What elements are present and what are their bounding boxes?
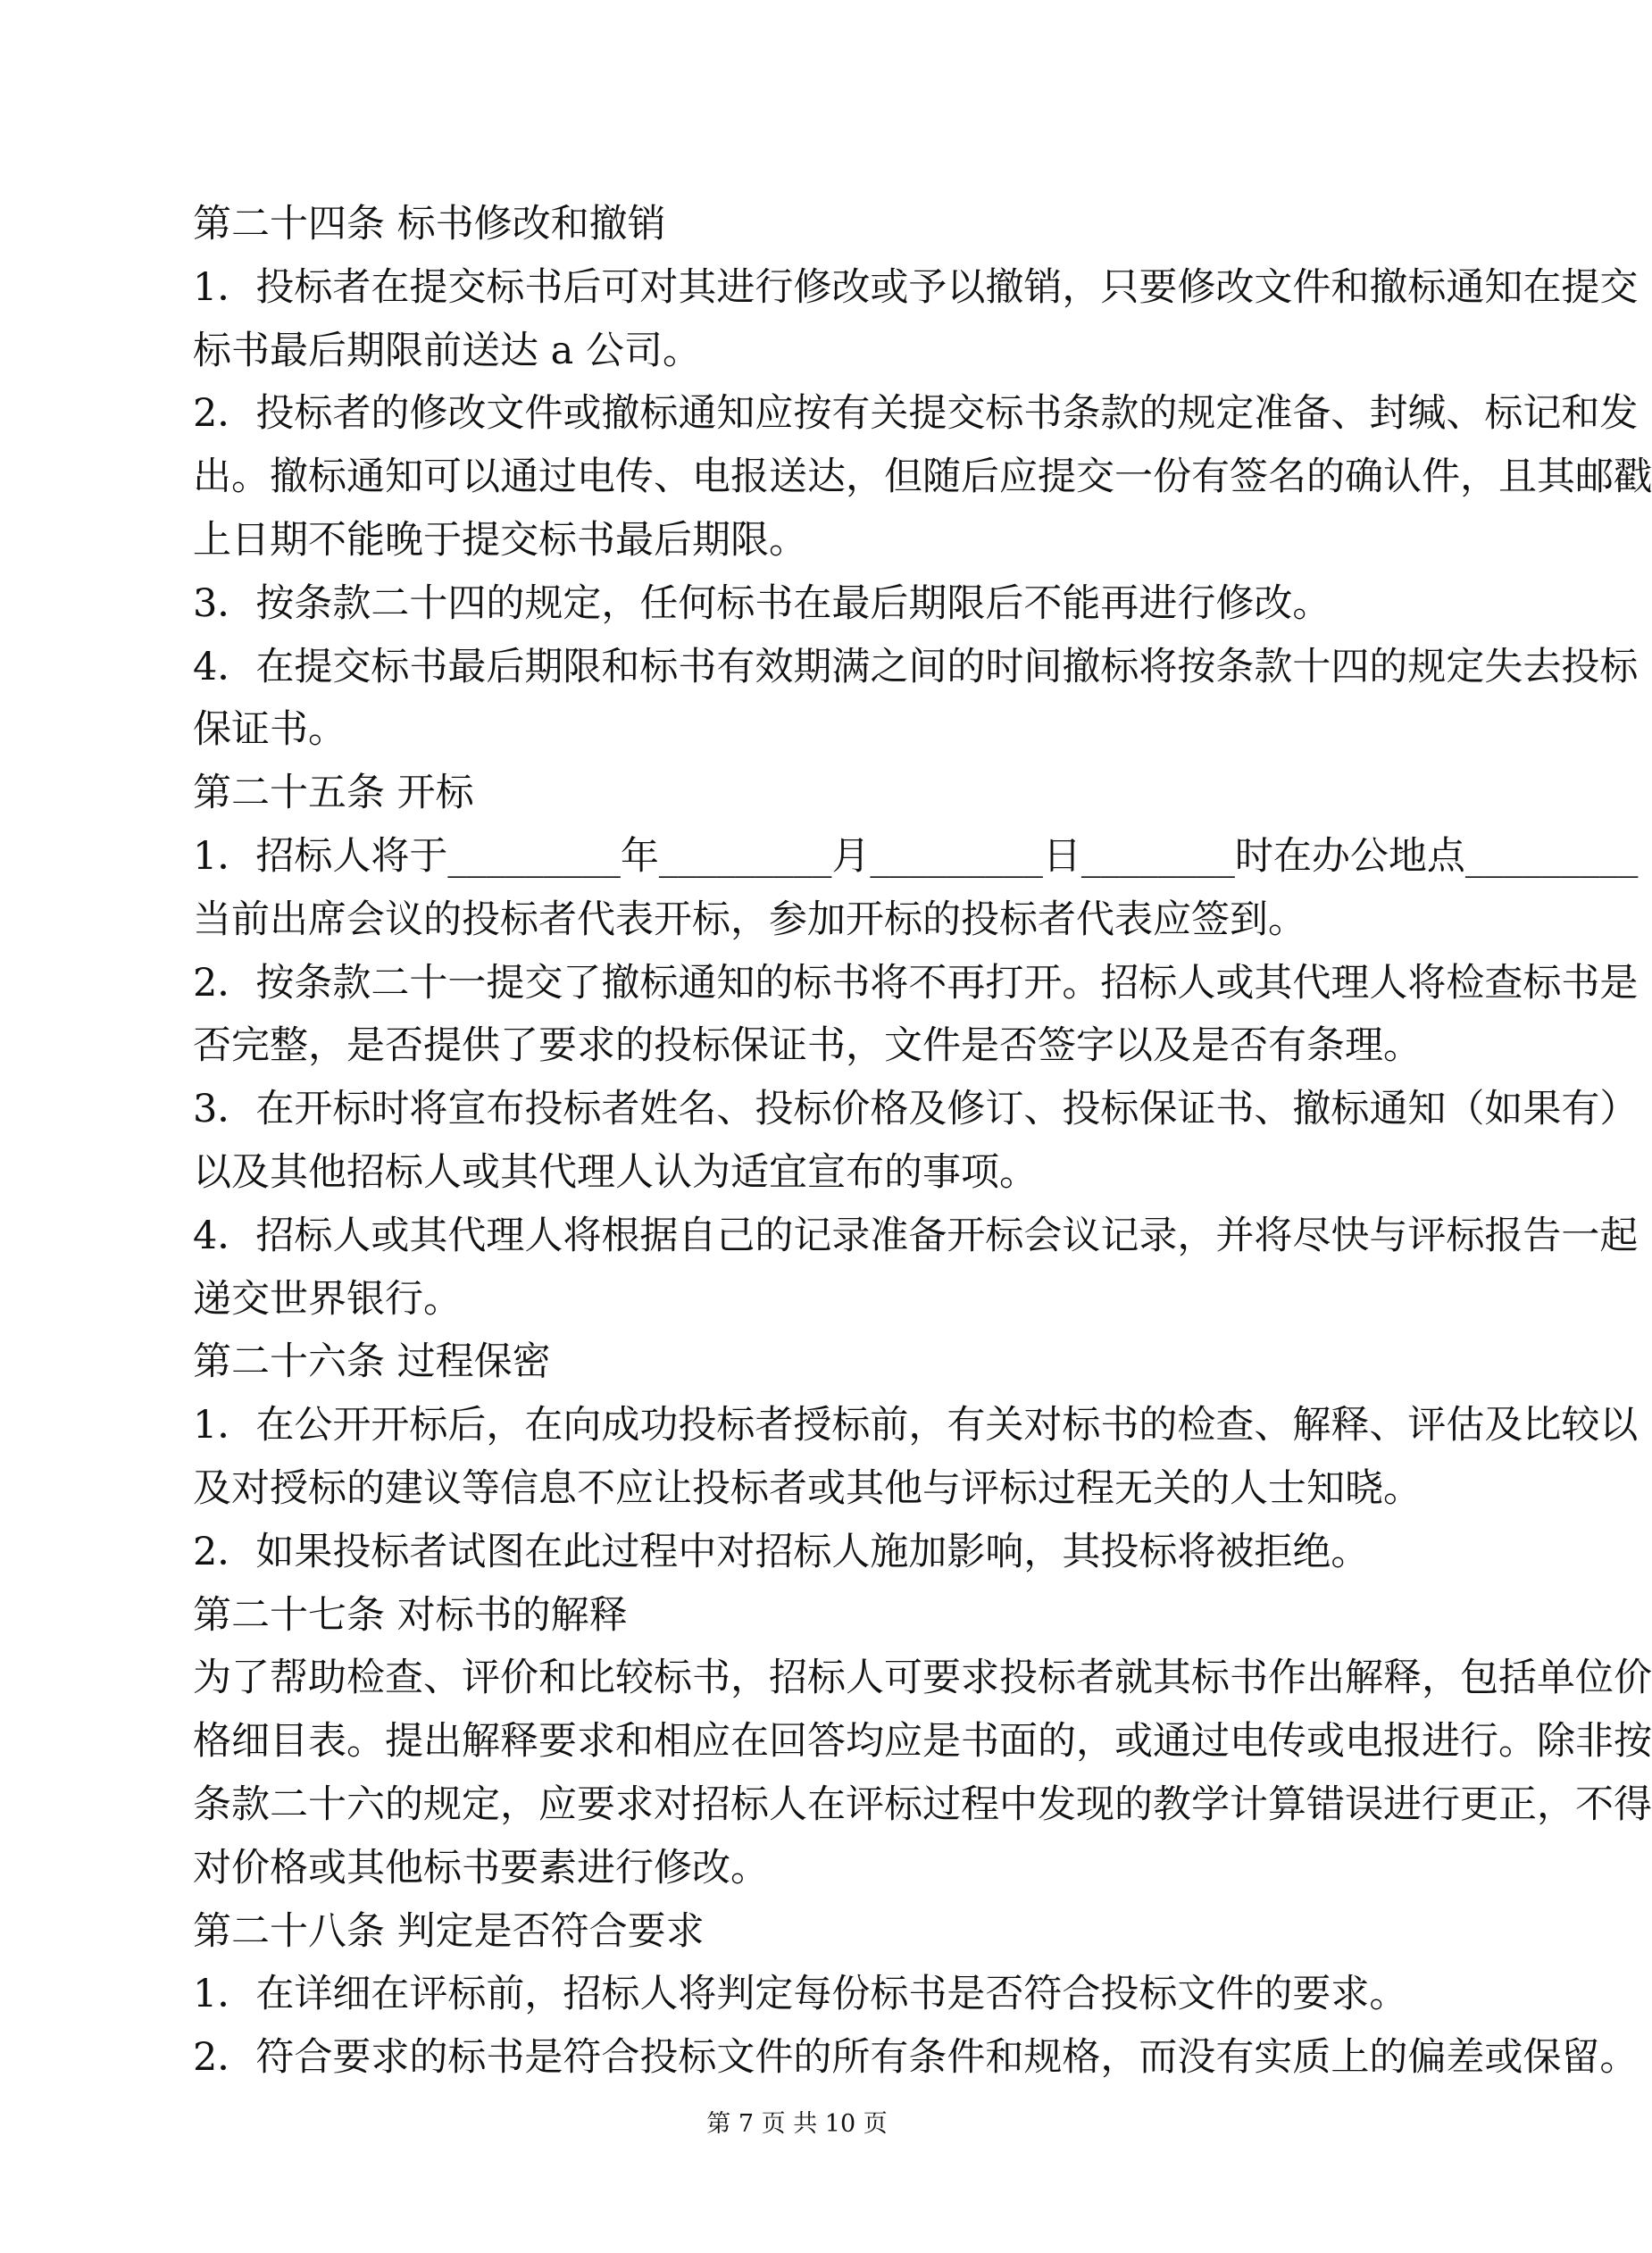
text-line: 否完整，是否提供了要求的投标保证书，文件是否签字以及是否有条理。 [193,1023,1422,1069]
section-heading: 第二十五条 开标 [193,771,474,816]
text-line: 上日期不能晚于提交标书最后期限。 [193,517,807,563]
text-line: 对价格或其他标书要素进行修改。 [193,1845,769,1890]
text-line: 格细目表。提出解释要求和相应在回答均应是书面的，或通过电传或电报进行。除非按 [193,1719,1652,1765]
document-body [193,193,1652,2090]
section-heading: 第二十六条 过程保密 [193,1339,551,1385]
text-line: 标书最后期限前送达 a 公司。 [193,328,701,373]
text-line: 递交世界银行。 [193,1276,462,1322]
text-line: 为了帮助检查、评价和比较标书，招标人可要求投标者就其标书作出解释，包括单位价 [193,1656,1652,1701]
text-line: 当前出席会议的投标者代表开标，参加开标的投标者代表应签到。 [193,897,1306,942]
text-line-with-blanks: 1．招标人将于_________年_________月_________日________时在办公地点_________ [193,833,1639,879]
text-line: 1．在详细在评标前，招标人将判定每份标书是否符合投标文件的要求。 [193,1972,1408,2017]
page-number-footer: 第 7 页 共 10 页 [706,2110,888,2138]
text-line: 2．投标者的修改文件或撤标通知应按有关提交标书条款的规定准备、封缄、标记和发 [193,391,1639,437]
text-line: 2．如果投标者试图在此过程中对招标人施加影响，其投标将被拒绝。 [193,1529,1370,1574]
text-line: 4．招标人或其代理人将根据自己的记录准备开标会议记录，并将尽快与评标报告一起 [193,1213,1639,1258]
section-heading: 第二十四条 标书修改和撤销 [193,202,666,246]
text-line: 条款二十六的规定，应要求对招标人在评标过程中发现的教学计算错误进行更正，不得 [193,1782,1652,1827]
text-line: 出。撤标通知可以通过电传、电报送达，但随后应提交一份有签名的确认件，且其邮戳 [193,455,1652,500]
text-line: 及对授标的建议等信息不应让投标者或其他与评标过程无关的人士知晓。 [193,1465,1422,1511]
section-heading: 第二十八条 判定是否符合要求 [193,1908,705,1954]
text-line: 2．按条款二十一提交了撤标通知的标书将不再打开。招标人或其代理人将检查标书是 [193,960,1639,1006]
text-line: 保证书。 [193,707,346,753]
text-line: 2．符合要求的标书是符合投标文件的所有条件和规格，而没有实质上的偏差或保留。 [193,2035,1639,2081]
text-line: 3．按条款二十四的规定，任何标书在最后期限后不能再进行修改。 [193,580,1331,626]
text-line: 1．投标者在提交标书后可对其进行修改或予以撤销，只要修改文件和撤标通知在提交 [193,264,1639,310]
section-heading: 第二十七条 对标书的解释 [193,1592,628,1638]
text-line: 3．在开标时将宣布投标者姓名、投标价格及修订、投标保证书、撤标通知（如果有） [193,1087,1639,1132]
text-line: 以及其他招标人或其代理人认为适宜宣布的事项。 [193,1149,1038,1195]
text-line: 4．在提交标书最后期限和标书有效期满之间的时间撤标将按条款十四的规定失去投标 [193,644,1639,689]
text-line: 1．在公开开标后，在向成功投标者授标前，有关对标书的检查、解释、评估及比较以 [193,1403,1639,1448]
